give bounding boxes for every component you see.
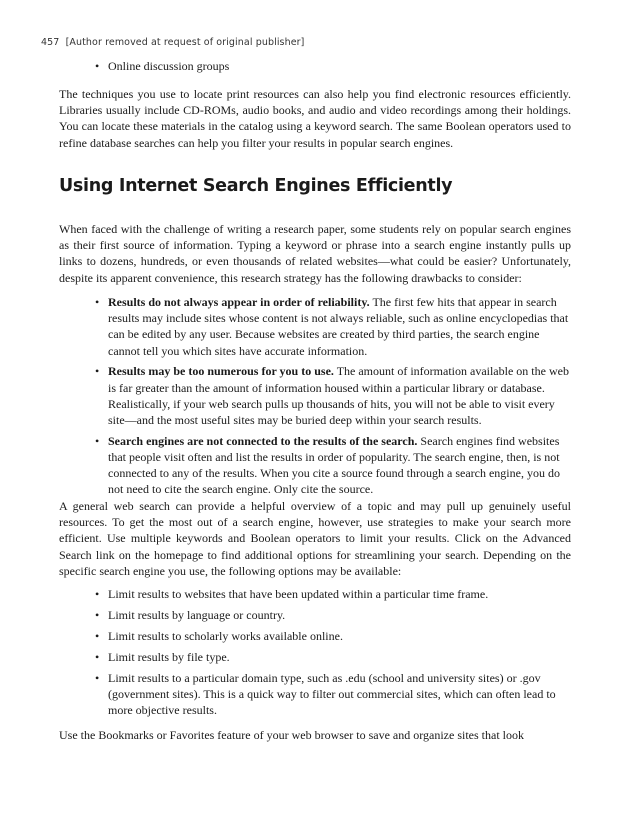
- bullet-icon: •: [95, 295, 100, 309]
- list-item-text: Limit results by file type.: [108, 650, 230, 664]
- list-item-lead: Results may be too numerous for you to use.: [108, 364, 334, 379]
- list-item: [95, 649, 573, 665]
- drawbacks-list: [95, 294, 573, 502]
- bullet-icon: •: [95, 59, 100, 73]
- bullet-icon: •: [95, 587, 100, 601]
- bullet-icon: •: [95, 608, 100, 622]
- list-item-text: Limit results to websites that have been updated within a particular time frame.: [108, 587, 489, 601]
- list-item: [95, 607, 573, 623]
- paragraph-search-strategies: A general web search can provide a helpful overview of a topic and may pull up genuinely useful resources. To get the most out of a search engine, however, use strategies to make your search more efficient. Use multiple keywords and Boolean operators to limit your results. Click on the Advanced Search link on the homepage to find additional options for streamlining your search. Depending on the specific search engine you use, the following options may be available:: [59, 499, 571, 578]
- list-item: [95, 586, 573, 602]
- list-item: [95, 58, 630, 74]
- list-item-text: Search engines find websites that people visit often and list the results in order of popularity. The search engine, then, is not connected to any of the results. When you cite a source found through a search engine, you do not need to cite the search engine. Only cite the source.: [108, 433, 560, 497]
- list-item-lead: Search engines are not connected to the results of the search.: [108, 433, 418, 448]
- list-item-text: The first few hits that appear in search results may include sites whose content is not always reliable, such as online encyclopedias that can be edited by any user. Because websites are created by third parties, the search engine cannot tell you which sites have accurate information.: [108, 295, 569, 358]
- bullet-icon: •: [95, 629, 100, 643]
- bullet-icon: •: [95, 671, 100, 685]
- bullet-icon: •: [95, 364, 100, 379]
- list-item-text: Limit results by language or country.: [108, 608, 286, 622]
- bullet-icon: •: [95, 650, 100, 664]
- list-item-text: Online discussion groups: [108, 59, 230, 73]
- list-item: [95, 433, 573, 498]
- bullet-icon: •: [95, 433, 100, 448]
- list-item-text: Limit results to a particular domain type, such as .edu (school and university sites) or .gov (government sites). This is a quick way to filter out commercial sites, which can often lead to more objective results.: [108, 671, 556, 718]
- page-number: 457: [41, 37, 60, 48]
- list-item: [95, 670, 573, 719]
- paragraph-bookmarks: Use the Bookmarks or Favorites feature of your web browser to save and organize sites that look: [59, 728, 524, 742]
- paragraph-search-engine-intro: When faced with the challenge of writing a research paper, some students rely on popular search engines as their first source of information. Typing a keyword or phrase into a search engine instantly pulls up links to dozens, hundreds, or even thousands of related websites—what could be easier? Unfortunately, despite its apparent convenience, this research strategy has the following drawbacks to consider:: [59, 222, 571, 285]
- list-item-text: Limit results to scholarly works available online.: [108, 629, 343, 643]
- list-item-lead: Results do not always appear in order of reliability.: [108, 295, 370, 309]
- search-options-list: [95, 586, 573, 723]
- list-item-text: The amount of information available on the web is far greater than the amount of information housed within a particular library or database. Realistically, if your web search pulls up thousands of hits, you will not be able to visit every site—and the most useful sites may be buried deep within your search results.: [108, 364, 569, 428]
- running-header: [41, 37, 305, 48]
- paragraph-electronic-resources: The techniques you use to locate print resources can also help you find electronic resources efficiently. Libraries usually include CD-ROMs, audio books, and audio and video recordings among their holdings. You can locate these materials in the catalog using a keyword search. The same Boolean operators used to refine database searches can help you filter your results in popular search engines.: [59, 87, 571, 150]
- list-item: [95, 628, 573, 644]
- list-item: [95, 294, 573, 359]
- section-heading: Using Internet Search Engines Efficiently: [59, 176, 453, 196]
- list-item: [95, 363, 573, 428]
- running-title: [Author removed at request of original publisher]: [65, 37, 305, 48]
